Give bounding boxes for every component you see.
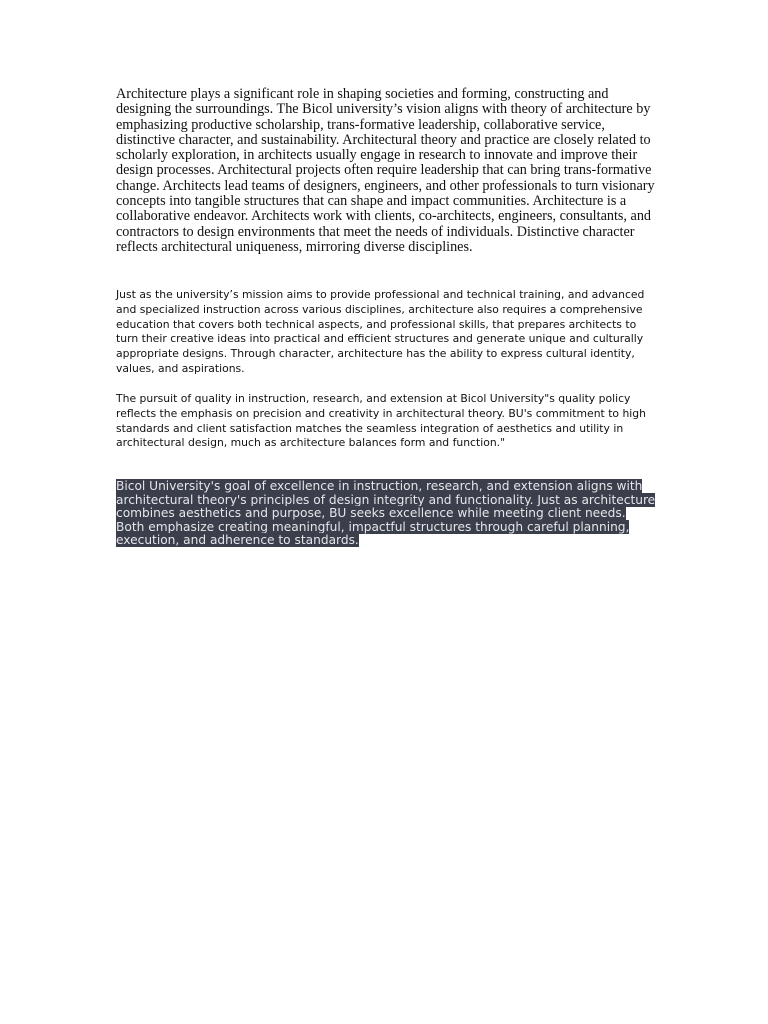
paragraph-quality-policy[interactable]: The pursuit of quality in instruction, research, and extension at Bicol University"s quality policy reflects the emphasis on precision and creativity in architectural theory. BU's commitment to high standards and client satisfaction matches the seamless integration of aesthetics and utility in architectural design, much as architecture balances form and function." [116, 392, 647, 450]
selected-text-highlight[interactable]: Bicol University's goal of excellence in instruction, research, and extension aligns with architectural theory's principles of design integrity and functionality. Just as architecture combines aesthetics and purpose, BU seeks excellence while meeting client needs. Both emphasize creating meaningful, impactful structures through careful planning, execution, and adherence to standards. [116, 479, 656, 547]
paragraph-excellence-selected[interactable] [116, 480, 656, 548]
paragraph-university-mission[interactable]: Just as the university’s mission aims to provide professional and technical training, and advanced and specialized instruction across various disciplines, architecture also requires a comprehensive education that covers both technical aspects, and professional skills, that prepares architects to turn their creative ideas into practical and efficient structures and generate unique and culturally appropriate designs. Through character, architecture has the ability to express cultural identity, values, and aspirations. [116, 288, 645, 375]
paragraph-architecture-vision[interactable]: Architecture plays a significant role in shaping societies and forming, constructing and designing the surroundings. The Bicol university’s vision aligns with theory of architecture by emphasizing productive scholarship, trans-formative leadership, collaborative service, distinctive character, and sustainability. Architectural theory and practice are closely related to scholarly exploration, in architects usually engage in research to innovate and improve their design processes. Architectural projects often require leadership that can bring trans-formative change. Architects lead teams of designers, engineers, and other professionals to turn visionary concepts into tangible structures that can shape and impact communities. Architecture is a collaborative endeavor. Architects work with clients, co-architects, engineers, consultants, and contractors to design environments that meet the needs of individuals. Distinctive character reflects architectural uniqueness, mirroring diverse disciplines. [116, 86, 655, 255]
